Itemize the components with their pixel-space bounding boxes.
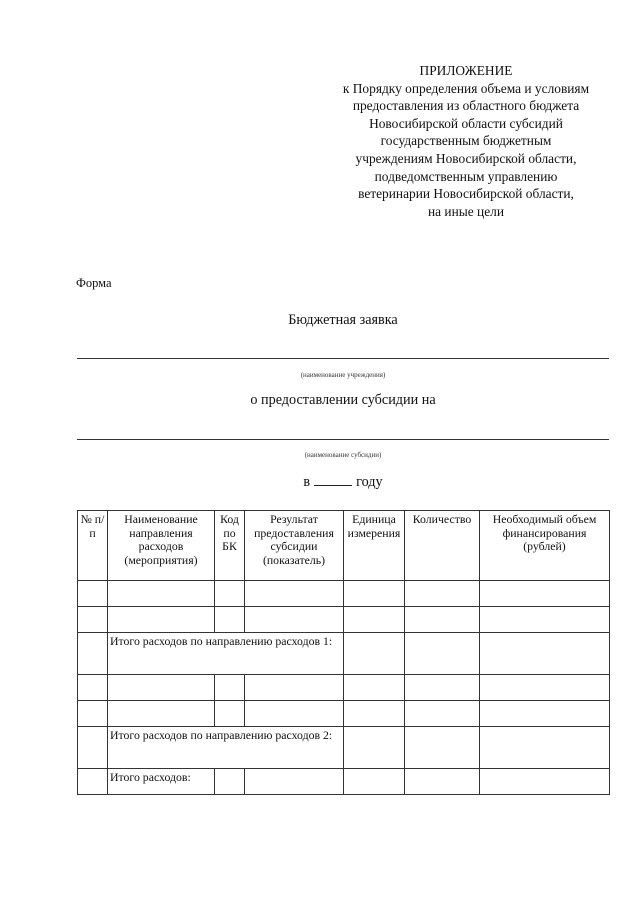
table-cell <box>245 675 344 701</box>
table-cell <box>245 581 344 607</box>
table-row <box>78 581 610 607</box>
table-cell <box>405 769 480 795</box>
table-cell <box>344 633 405 675</box>
table-cell <box>480 581 610 607</box>
table-cell <box>215 607 245 633</box>
table-cell <box>405 701 480 727</box>
table-cell <box>344 727 405 769</box>
table-cell <box>245 701 344 727</box>
table-cell <box>215 581 245 607</box>
appendix-heading: ПРИЛОЖЕНИЕ <box>419 63 513 78</box>
table-cell <box>480 607 610 633</box>
document-title: Бюджетная заявка <box>288 312 398 328</box>
appendix-block <box>320 62 612 220</box>
subtotal-row <box>78 633 610 675</box>
table-cell <box>215 701 245 727</box>
table-cell <box>344 769 405 795</box>
header-cell-number: № п/п <box>78 511 108 581</box>
appendix-line: учреждениям Новосибирской области, <box>355 150 577 166</box>
year-blank <box>314 473 352 486</box>
table-cell <box>245 769 344 795</box>
table-cell <box>78 581 108 607</box>
budget-table <box>77 510 610 795</box>
appendix-line: на иные цели <box>427 203 505 219</box>
appendix-line: подведомственным управлению <box>374 168 558 184</box>
table-cell <box>78 633 108 675</box>
table-cell <box>108 675 215 701</box>
header-cell-direction: Наименование направления расходов (мероприятия) <box>108 511 215 581</box>
table-cell <box>405 633 480 675</box>
appendix-line: государственным бюджетным <box>380 133 552 149</box>
subtotal-1-label: Итого расходов по направлению расходов 1: <box>108 633 344 675</box>
table-cell <box>108 701 215 727</box>
year-suffix: году <box>356 474 383 490</box>
appendix-line: ветеринарии Новосибирской области, <box>358 186 574 202</box>
table-cell <box>108 581 215 607</box>
table-cell <box>405 581 480 607</box>
header-cell-result: Результат предоставления субсидии (показатель) <box>245 511 344 581</box>
table-row <box>78 701 610 727</box>
table-cell <box>215 675 245 701</box>
header-cell-quantity: Количество <box>405 511 480 581</box>
subsidy-line: о предоставлении субсидии на <box>250 392 436 408</box>
table-header-row <box>78 511 610 581</box>
subtotal-2-label: Итого расходов по направлению расходов 2: <box>108 727 344 769</box>
table-cell <box>480 633 610 675</box>
table-cell <box>405 727 480 769</box>
table-row <box>78 675 610 701</box>
appendix-line: предоставления из областного бюджета <box>352 98 580 114</box>
table-cell <box>344 607 405 633</box>
table-cell <box>480 675 610 701</box>
table-cell <box>245 607 344 633</box>
form-label: Форма <box>76 276 112 290</box>
table-cell <box>480 701 610 727</box>
header-cell-financing: Необходимый объем финансирования (рублей) <box>480 511 610 581</box>
table-cell <box>344 701 405 727</box>
table-cell <box>78 701 108 727</box>
subsidy-fill-line <box>77 439 609 440</box>
year-line <box>0 473 640 491</box>
header-cell-bk-code: Код по БК <box>215 511 245 581</box>
table-cell <box>405 607 480 633</box>
total-label: Итого расходов: <box>108 769 215 795</box>
table-cell <box>78 727 108 769</box>
table-cell <box>78 675 108 701</box>
table-cell <box>344 675 405 701</box>
subtotal-row <box>78 727 610 769</box>
table-cell <box>215 769 245 795</box>
subsidy-caption: (наименование субсидии) <box>304 451 382 459</box>
appendix-line: к Порядку определения объема и условиям <box>342 80 590 96</box>
table-cell <box>108 607 215 633</box>
table-row <box>78 607 610 633</box>
year-prefix: в <box>303 474 311 490</box>
appendix-line: Новосибирской области субсидий <box>369 115 563 131</box>
table-cell <box>344 581 405 607</box>
table-cell <box>405 675 480 701</box>
institution-caption: (наименование учреждения) <box>300 371 386 379</box>
table-cell <box>78 769 108 795</box>
table-cell <box>480 727 610 769</box>
table-cell <box>78 607 108 633</box>
institution-fill-line <box>77 358 609 359</box>
table-cell <box>480 769 610 795</box>
total-row <box>78 769 610 795</box>
header-cell-unit: Единица измерения <box>344 511 405 581</box>
